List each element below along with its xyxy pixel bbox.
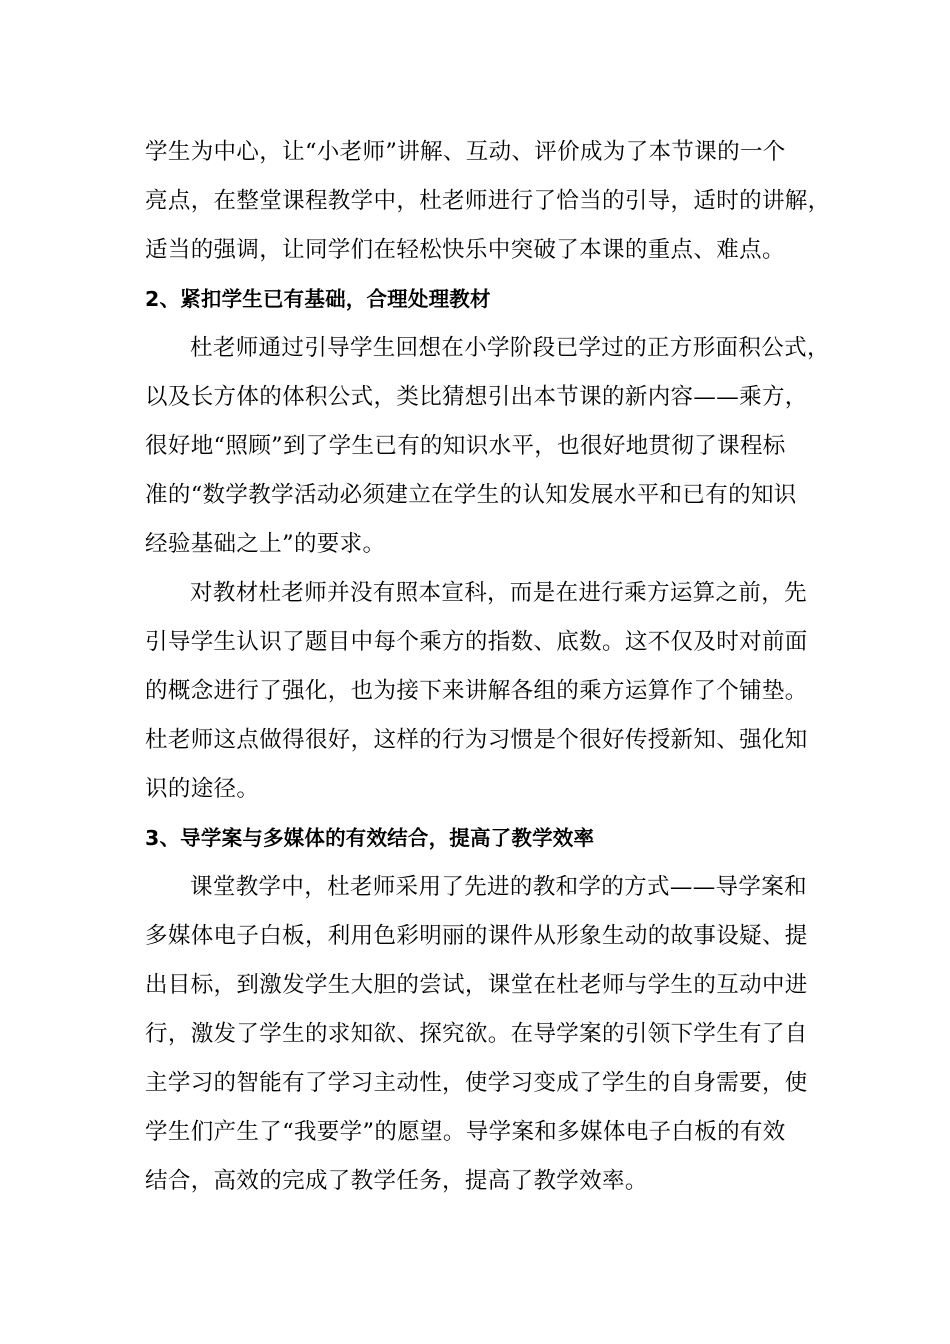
text-line: 学生为中心，让“小老师”讲解、互动、评价成为了本节课的一个 — [145, 139, 786, 165]
section-3-paragraph-1 — [145, 863, 815, 1206]
text-line: 引导学生认识了题目中每个乘方的指数、底数。这不仅及时对前面 — [145, 629, 808, 655]
text-line: 结合，高效的完成了教学任务，提高了教学效率。 — [145, 1168, 648, 1194]
text-line: 适当的强调，让同学们在轻松快乐中突破了本课的重点、难点。 — [145, 237, 785, 263]
section-2-paragraph-2 — [145, 569, 815, 814]
text-line: 亮点，在整堂课程教学中，杜老师进行了恰当的引导，适时的讲解， — [145, 188, 831, 214]
text-line: 课堂教学中，杜老师采用了先进的教和学的方式——导学案和 — [190, 874, 807, 900]
text-line: 主学习的智能有了学习主动性，使学习变成了学生的自身需要，使 — [145, 1070, 808, 1096]
text-line: 多媒体电子白板，利用色彩明丽的课件从形象生动的故事设疑、提 — [145, 923, 808, 949]
text-line: 对教材杜老师并没有照本宣科，而是在进行乘方运算之前，先 — [190, 580, 807, 606]
text-line: 的概念进行了强化，也为接下来讲解各组的乘方运算作了个铺垫。 — [145, 678, 808, 704]
text-line: 学生们产生了“我要学”的愿望。导学案和多媒体电子白板的有效 — [145, 1119, 786, 1145]
document-body — [145, 128, 831, 1206]
section-2-paragraph-1 — [145, 324, 830, 569]
text-line: 识的途径。 — [145, 776, 260, 802]
section-2-heading: 2、紧扣学生已有基础，合理处理教材 — [145, 287, 491, 311]
text-line: 准的“数学教学活动必须建立在学生的认知发展水平和已有的知识 — [145, 482, 797, 508]
text-line: 经验基础之上”的要求。 — [145, 531, 386, 557]
text-line: 以及长方体的体积公式，类比猜想引出本节课的新内容——乘方， — [145, 384, 808, 410]
text-line: 出目标，到激发学生大胆的尝试，课堂在杜老师与学生的互动中进 — [145, 972, 808, 998]
text-line: 杜老师这点做得很好，这样的行为习惯是个很好传授新知、强化知 — [145, 727, 808, 753]
section-3-heading: 3、导学案与多媒体的有效结合，提高了教学效率 — [145, 826, 595, 850]
continuation-paragraph — [145, 128, 831, 275]
text-line: 很好地“照顾”到了学生已有的知识水平，也很好地贯彻了课程标 — [145, 433, 786, 459]
text-line: 行，激发了学生的求知欲、探究欲。在导学案的引领下学生有了自 — [145, 1021, 808, 1047]
text-line: 杜老师通过引导学生回想在小学阶段已学过的正方形面积公式， — [190, 335, 830, 361]
